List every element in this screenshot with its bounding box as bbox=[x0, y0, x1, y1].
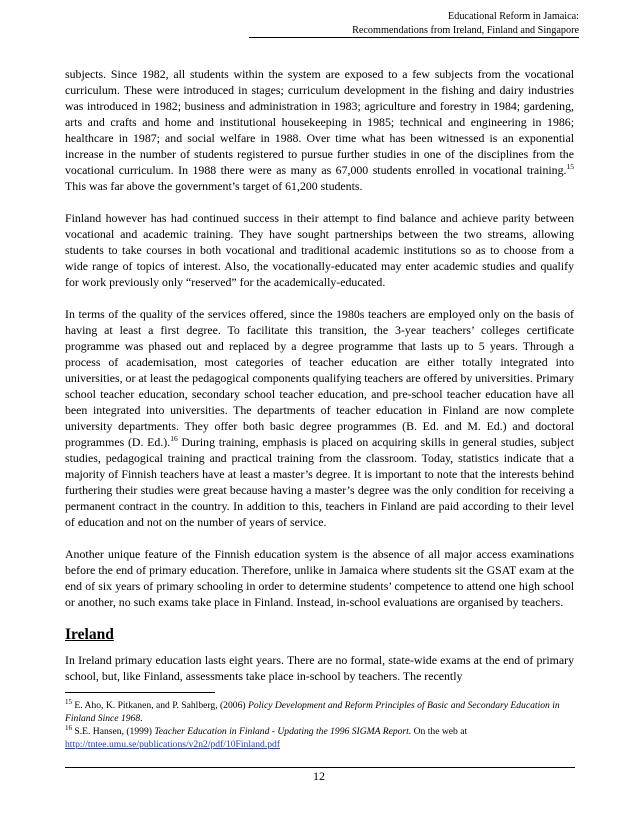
footnote-link[interactable]: http://tntee.umu.se/publications/v2n2/pdf/10Finland.pdf bbox=[65, 739, 281, 750]
footnote-number: 16 bbox=[65, 724, 72, 732]
footer-divider bbox=[65, 767, 575, 768]
header-line-1: Educational Reform in Jamaica: bbox=[448, 11, 579, 22]
footnote-16-link-line bbox=[65, 738, 575, 751]
section-heading-ireland: Ireland bbox=[65, 626, 114, 643]
footnote-15 bbox=[65, 699, 575, 725]
footnote-16 bbox=[65, 725, 575, 738]
footnote-title: Teacher Education in Finland - Updating the 1996 SIGMA Report. bbox=[154, 726, 412, 737]
paragraph-text-tail: During training, emphasis is placed on acquiring skills in general studies, subject studies, pedagogical training and practical training from the classroom. Today, statistics indicate that a majority of Finnish teachers have at least a master’s degree. It is important to note that the interests behind furthering their studies were great because having a master’s degree was the only condition for receiving a permanent contract in the country. In addition to this, teachers in Finland are paid according to their level of education and not on the number of years of service. bbox=[65, 435, 574, 529]
paragraph-vocational bbox=[65, 66, 574, 194]
paragraph-exams: Another unique feature of the Finnish education system is the absence of all major access examinations before the end of primary education. Therefore, unlike in Jamaica where students sit the GSAT exam at the end of six years of primary schooling in order to determine students’ competence to attend one high school or another, no such exams take place in Finland. Instead, in-school evaluations are organised by teachers. bbox=[65, 547, 574, 609]
header-line-2: Recommendations from Ireland, Finland and Singapore bbox=[352, 24, 579, 36]
footnotes bbox=[65, 699, 575, 751]
footnote-end: . bbox=[140, 713, 143, 724]
footnote-ref-16[interactable]: 16 bbox=[170, 434, 178, 443]
footnote-text: S.E. Hansen, (1999) bbox=[72, 726, 155, 737]
paragraph-text: In terms of the quality of the services offered, since the 1980s teachers are employed only on the basis of having at least a first degree. To facilitate this transition, the 3-year teachers’ colleges certificate programme was phased out and replaced by a degree programme that lasts up to 5 years. Through a process of academisation, most categories of teacher education are either totally integrated into universities, or at least the pedagogical components qualifying teachers are offered by universities. Primary school teacher education, secondary school teacher education, and pre-school teacher education have all been integrated into universities. The departments of teacher education in Finland are now complete university departments. They offer both basic degree programmes (B. Ed. and M. Ed.) and doctoral programmes (D. Ed.). bbox=[65, 307, 574, 449]
page-number: 12 bbox=[313, 769, 325, 783]
paragraph-text: subjects. Since 1982, all students within the system are exposed to a few subjects from the vocational curriculum. These were introduced in stages; curriculum development in the fishing and dairy industries was introduced in 1982; business and administration in 1983; agriculture and forestry in 1984; gardening, arts and crafts and home and institutional housekeeping in 1985; technical and engineering in 1986; healthcare in 1987; and social welfare in 1988. Over time what has been witnessed is an exponential increase in the number of students registered to pursue further studies in one of the disciplines from the vocational curriculum. In 1988 there were as many as 67,000 students enrolled in vocational training. bbox=[65, 67, 574, 177]
paragraph-parity: Finland however has had continued success in their attempt to find balance and achieve parity between vocational and academic training. They have sought partnerships between the two streams, allowing students to take courses in both vocational and traditional academic institutions so as to choose from a wide range of topics of interest. Also, the vocationally-educated may enter academic studies and qualify for work previously only “reserved” for the academically-educated. bbox=[65, 211, 574, 289]
footnote-text: E. Aho, K. Pitkanen, and P. Sahlberg, (2006) bbox=[72, 700, 248, 711]
running-header bbox=[249, 10, 579, 38]
footnote-ref-15[interactable]: 15 bbox=[566, 162, 574, 171]
paragraph-text-tail: This was far above the government’s target of 61,200 students. bbox=[65, 179, 363, 193]
footnote-end: On the web at bbox=[411, 726, 468, 737]
footnote-title: Policy Development and Reform Principles of Basic and Secondary Education in Finland Since 1968 bbox=[65, 700, 560, 724]
paragraph-ireland: In Ireland primary education lasts eight years. There are no formal, state-wide exams at the end of primary school, but, like Finland, assessments take place in-school by teachers. The recently bbox=[65, 653, 574, 683]
footnote-divider bbox=[65, 692, 215, 693]
footnote-number: 15 bbox=[65, 698, 72, 706]
paragraph-teacher-quality bbox=[65, 306, 574, 530]
main-content bbox=[65, 66, 574, 700]
